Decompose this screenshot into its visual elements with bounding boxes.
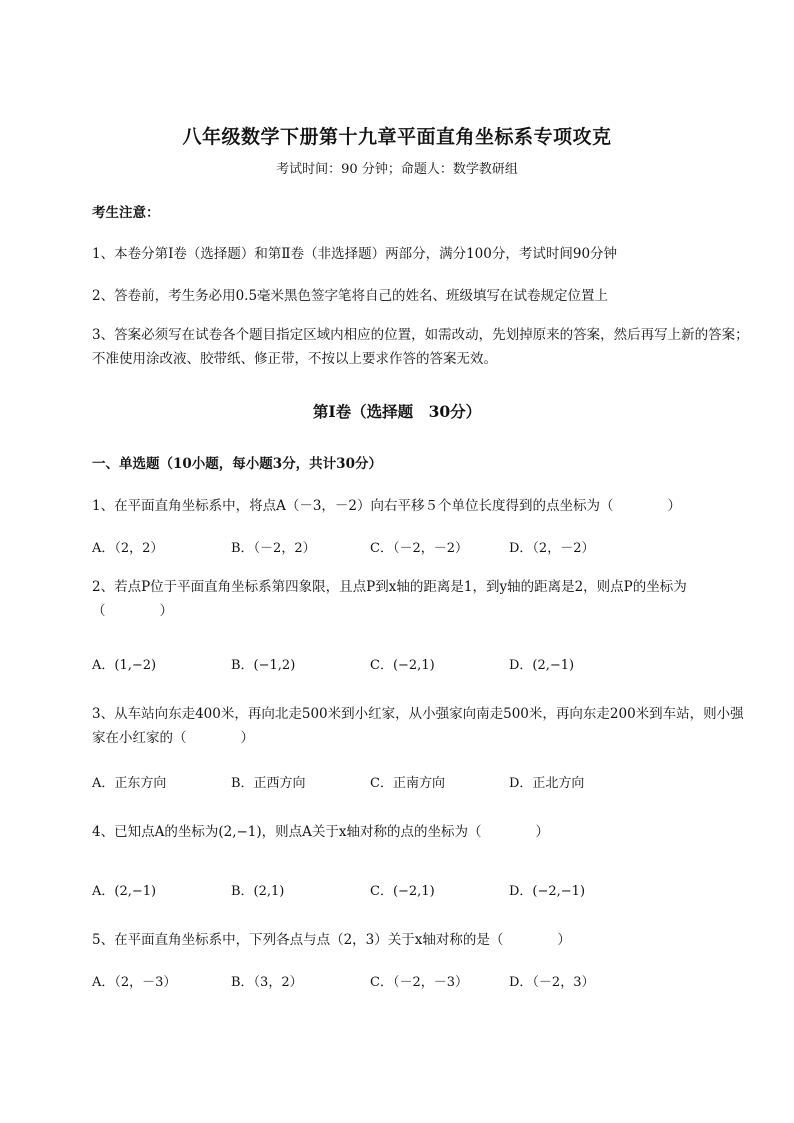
question-4-option-a[interactable]: A．(2,−1) [92, 884, 157, 899]
question-4-option-d[interactable]: D．(−2,−1) [509, 884, 586, 899]
question-2-option-a[interactable]: A．(1,−2) [92, 658, 157, 673]
question-2-option-c[interactable]: C．(−2,1) [370, 658, 435, 673]
question-1-option-b[interactable]: B．（－2，2） [231, 541, 316, 556]
question-2-option-b[interactable]: B．(−1,2) [231, 658, 296, 673]
question-3-stem: 3、从车站向东走400米，再向北走500米到小红家，从小强家向南走500米，再向东走200米到车站，则小强家在小红家的（ ） [92, 706, 744, 746]
question-1-option-c[interactable]: C．（－2，－2） [370, 541, 468, 556]
question-3-option-c[interactable]: C．正南方向 [370, 776, 445, 791]
question-5-stem: 5、在平面直角坐标系中，下列各点与点（2，3）关于x轴对称的是（ ） [92, 932, 571, 948]
question-4-option-b[interactable]: B．(2,1) [231, 884, 285, 899]
question-3-option-b[interactable]: B．正西方向 [231, 776, 306, 791]
part-title: 一、单选题（10小题，每小题3分，共计30分） [92, 456, 382, 472]
exam-info: 考试时间：90 分钟；命题人：数学教研组 [276, 162, 518, 177]
question-2-option-d[interactable]: D．(2,−1) [509, 658, 575, 673]
question-2-stem: 2、若点P位于平面直角坐标系第四象限，且点P到x轴的距离是1，到y轴的距离是2，则点P的坐标为（ ） [92, 579, 687, 619]
question-1-stem: 1、在平面直角坐标系中，将点A（－3，－2）向右平移５个单位长度得到的点坐标为（ ） [92, 498, 682, 514]
page-title: 八年级数学下册第十九章平面直角坐标系专项攻克 [182, 126, 612, 148]
question-4-option-c[interactable]: C．(−2,1) [370, 884, 435, 899]
question-4-stem: 4、已知点A的坐标为(2,−1)，则点A关于x轴对称的点的坐标为（ ） [92, 824, 550, 840]
notice-heading: 考生注意： [92, 205, 160, 221]
question-5-option-a[interactable]: A．（2，－3） [92, 975, 177, 990]
question-5-option-d[interactable]: D．（－2，3） [509, 975, 595, 990]
question-3-option-d[interactable]: D．正北方向 [509, 776, 585, 791]
notice-item-2: 2、答卷前，考生务必用0.5毫米黑色签字笔将自己的姓名、班级填写在试卷规定位置上 [92, 288, 609, 304]
question-1-option-a[interactable]: A．（2，2） [92, 541, 164, 556]
question-5-option-c[interactable]: C．（－2，－3） [370, 975, 468, 990]
notice-item-3: 3、答案必须写在试卷各个题目指定区域内相应的位置，如需改动，先划掉原来的答案，然后再写上新的答案；不准使用涂改液、胶带纸、修正带，不按以上要求作答的答案无效。 [92, 327, 749, 367]
question-3-option-a[interactable]: A．正东方向 [92, 776, 167, 791]
notice-item-1: 1、本卷分第Ⅰ卷（选择题）和第Ⅱ卷（非选择题）两部分，满分100分，考试时间90分钟 [92, 246, 618, 262]
question-5-option-b[interactable]: B．（3，2） [231, 975, 303, 990]
section-title: 第Ⅰ卷（选择题 30分） [312, 402, 482, 421]
question-1-option-d[interactable]: D．（2，－2） [509, 541, 595, 556]
